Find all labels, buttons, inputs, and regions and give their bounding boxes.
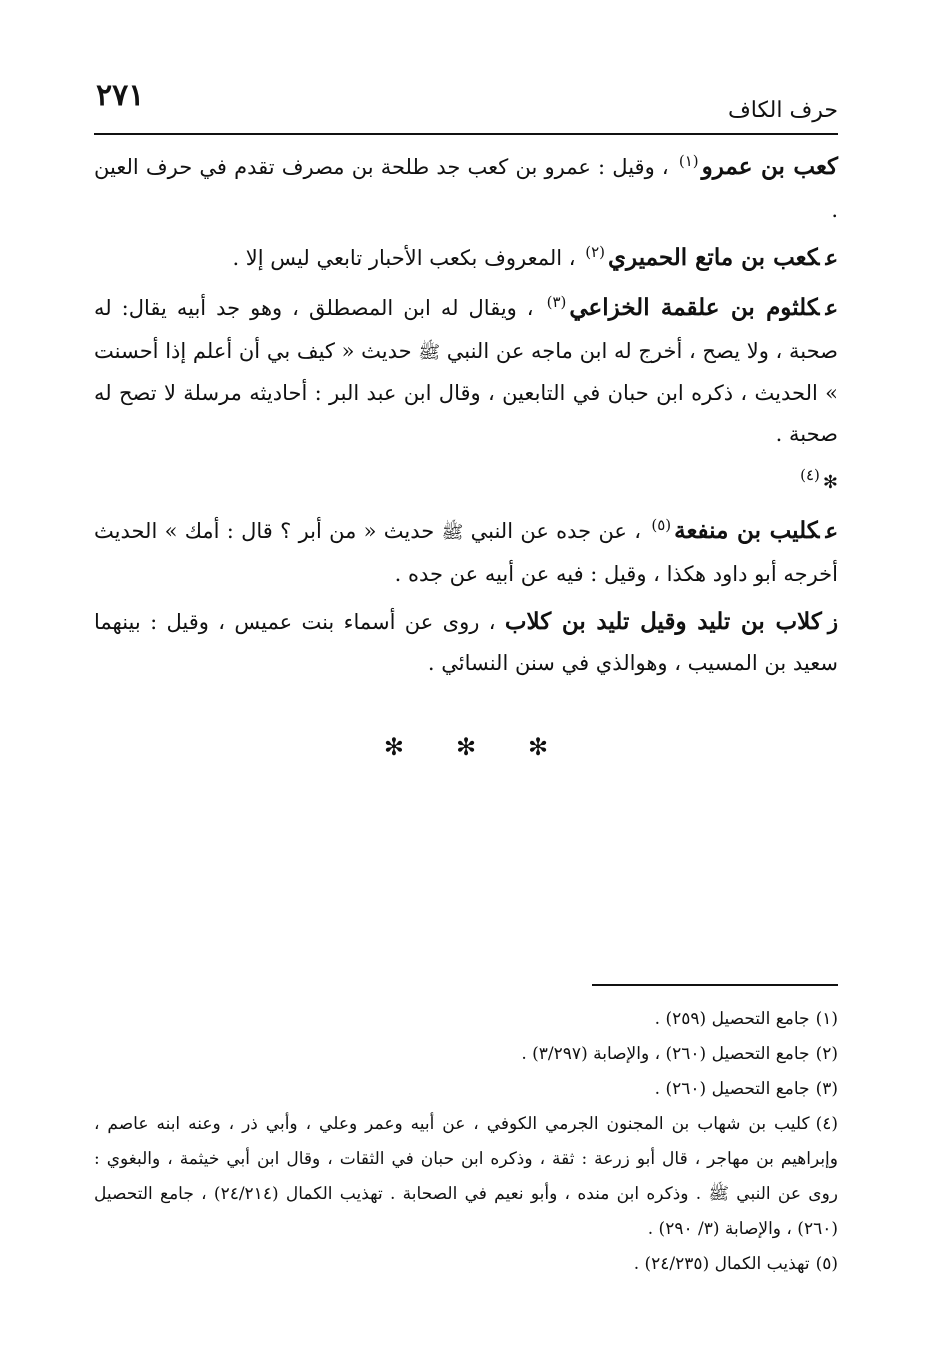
- footnote-number: (١): [815, 1009, 838, 1029]
- entry-asterisk: [94, 461, 838, 504]
- entry-name: كلثوم بن علقمة الخزاعي: [569, 294, 820, 321]
- entry-text-continued: حديث « من أبر ؟ قال : أمك » الحديث أخرجه أبو داود هكذا ، وقيل : فيه عن أبيه عن جده .: [94, 519, 838, 586]
- ornament-asterisk: ✻: [528, 733, 549, 761]
- footnote-ref: (٤): [800, 466, 820, 484]
- running-head: حرف الكاف: [727, 98, 838, 123]
- entry-marker: ع: [825, 245, 838, 270]
- entry-name: كليب بن منفعة: [674, 517, 820, 544]
- footnote-ref: (٣): [546, 293, 567, 311]
- ornament-asterisk: ✻: [383, 733, 404, 761]
- entry-marker: ز: [827, 609, 838, 634]
- footnote-text: جامع التحصيل (٢٦٠) .: [654, 1079, 810, 1099]
- footnote-3: [94, 1072, 838, 1107]
- footnote-ref: (٥): [651, 516, 672, 534]
- ornament-asterisk: ✻: [455, 733, 477, 761]
- salla-ligature: ﷺ: [441, 522, 464, 543]
- footnote-number: (٥): [815, 1254, 838, 1274]
- asterisk-symbol: ✻: [822, 472, 838, 493]
- entry-kaab-ibn-mati: [94, 237, 838, 281]
- footnote-rule: [592, 984, 838, 986]
- footnote-text: جامع التحصيل (٢٦٠) ، والإصابة (٣/٢٩٧) .: [521, 1044, 810, 1064]
- entry-marker: ع: [825, 518, 838, 543]
- section-ornaments: [0, 733, 932, 761]
- entry-marker: ع: [825, 295, 838, 320]
- entry-text-continued: حديث « كيف بي أن أعلم إذا أحسنت » الحديث ، ذكره ابن حبان في التابعين ، وقال ابن عبد البر : أحاديثه مرسلة لا تصح له صحبة .: [94, 339, 838, 446]
- entry-text: ، المعروف بكعب الأحبار تابعي ليس إلا .: [232, 246, 576, 270]
- entry-kulayb-ibn-manfaa: [94, 510, 838, 595]
- entry-text: ، عن جده عن النبي: [470, 519, 642, 543]
- footnote-text: جامع التحصيل (٢٥٩) .: [654, 1009, 810, 1029]
- page-number: ٢٧١: [96, 78, 145, 113]
- footnote-number: (٢): [815, 1044, 838, 1064]
- footnote-text: تهذيب الكمال (٢٤/٢٣٥) .: [633, 1254, 810, 1274]
- entry-name: كلاب بن تليد وقيل تليد بن كلاب: [504, 608, 822, 635]
- footnote-5: [94, 1247, 838, 1282]
- footnote-1: [94, 1002, 838, 1037]
- entry-text: ، ويقال له ابن المصطلق ، وهو جد أبيه يقال: له صحبة ، ولا يصح ، أخرج له ابن ماجه عن النبي: [94, 296, 838, 363]
- entry-name: كعب بن ماتع الحميري: [608, 244, 820, 271]
- footnote-number: (٣): [815, 1079, 838, 1099]
- entry-text: ، وقيل : عمرو بن كعب جد طلحة بن مصرف تقدم في حرف العين .: [94, 155, 838, 222]
- footnote-number: (٤): [815, 1114, 838, 1134]
- entry-kaab-ibn-amr: [94, 146, 838, 231]
- footnote-text: كليب بن شهاب بن المجنون الجرمي الكوفي ، عن أبيه وعمر وعلي ، وأبي ذر ، وعنه ابنه عاصم ، وإبراهيم بن مهاجر ، قال أبو زرعة : ثقة ، وذكره ابن حبان في الثقات ، وقال ابن أبي خيثمة ، والبغوي : روى عن النبي ﷺ . وذكره ابن منده ، وأبو نعيم في الصحابة . تهذيب الكمال (٢٤/٢١٤) ، جامع التحصيل (٢٦٠) ، والإصابة (٣/ ٢٩٠) .: [94, 1114, 838, 1239]
- entry-kilab-ibn-talid: [94, 601, 838, 684]
- main-text: [94, 146, 838, 690]
- footnote-ref: (١): [678, 152, 699, 170]
- footnotes: [94, 1002, 838, 1282]
- entry-kulthum-ibn-alqama: [94, 287, 838, 455]
- footnote-2: [94, 1037, 838, 1072]
- entry-name: كعب بن عمرو: [701, 153, 838, 180]
- salla-ligature: ﷺ: [418, 342, 441, 363]
- footnote-4: [94, 1107, 838, 1247]
- header-rule: [94, 133, 838, 135]
- entry-text: ، روى عن أسماء بنت عميس ، وقيل : بينهما سعيد بن المسيب ، وهوالذي في سنن النسائي .: [94, 610, 838, 675]
- footnote-ref: (٢): [585, 243, 605, 261]
